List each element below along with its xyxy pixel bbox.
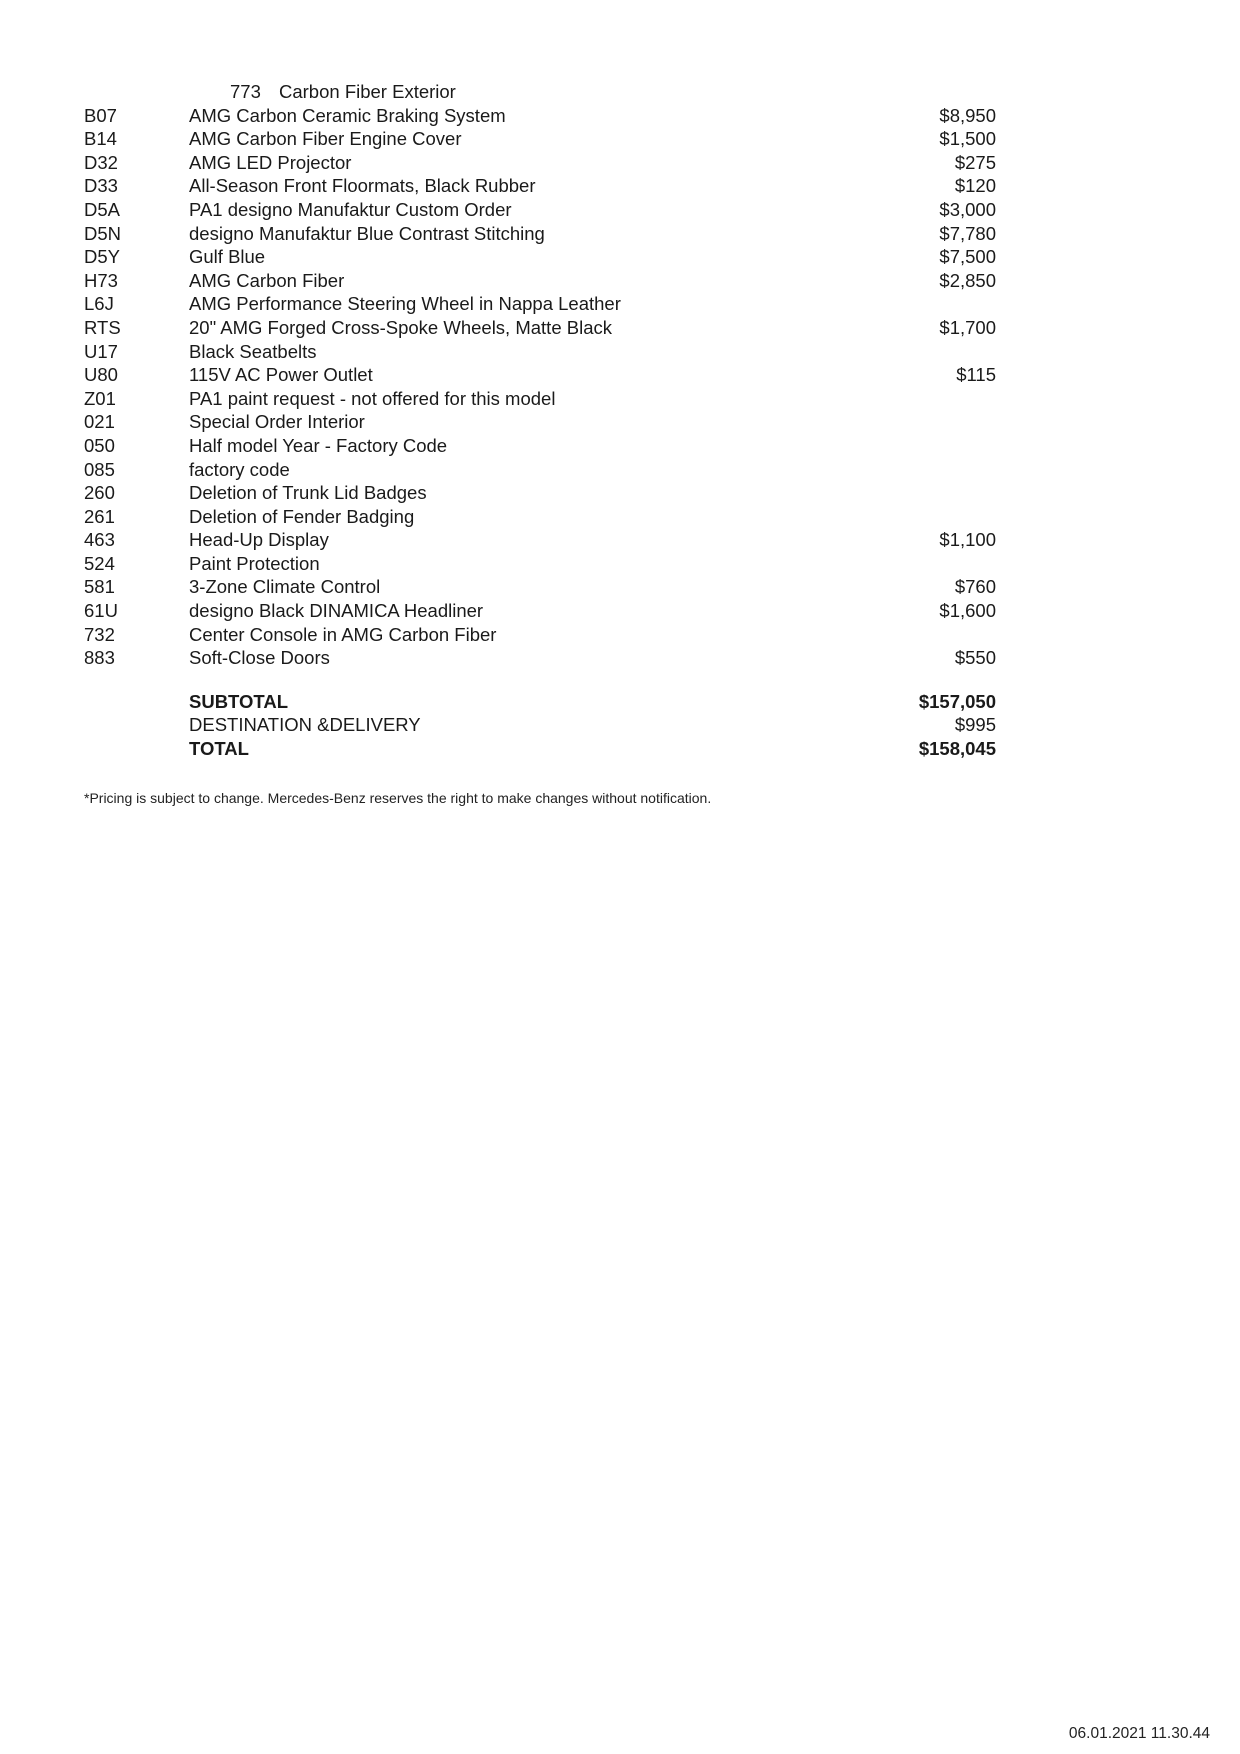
option-code: 463: [84, 529, 115, 551]
option-description: Deletion of Fender Badging: [189, 505, 415, 527]
option-price: [796, 387, 996, 411]
option-price: $550: [954, 647, 996, 669]
option-code: 021: [84, 411, 115, 433]
options-table: [84, 104, 996, 670]
carried-over-option-description: Carbon Fiber Exterior: [279, 81, 456, 102]
option-description: Deletion of Trunk Lid Badges: [189, 482, 427, 504]
option-description: 20" AMG Forged Cross-Spoke Wheels, Matte Black: [189, 316, 612, 338]
option-price: $8,950: [939, 104, 996, 126]
options-table-body: [84, 104, 996, 670]
option-code: 524: [84, 552, 115, 574]
subtotal-label: SUBTOTAL: [189, 690, 289, 712]
subtotal-row: [84, 690, 996, 714]
option-price: $1,100: [939, 529, 996, 551]
subtotal-value: $157,050: [918, 690, 996, 712]
total-value: $158,045: [918, 738, 996, 760]
destination-label: DESTINATION &DELIVERY: [189, 714, 421, 736]
total-label: TOTAL: [189, 738, 249, 760]
destination-row: [84, 713, 996, 737]
option-row: [84, 245, 996, 269]
print-timestamp: 06.01.2021 11.30.44: [1068, 1725, 1210, 1742]
option-code: D5A: [84, 198, 120, 220]
pricing-disclaimer: *Pricing is subject to change. Mercedes-Benz reserves the right to make changes without notification.: [84, 789, 712, 806]
option-description: AMG LED Projector: [189, 151, 352, 173]
option-code: L6J: [84, 293, 114, 315]
option-price: $1,700: [939, 316, 996, 338]
option-description: 3-Zone Climate Control: [189, 576, 381, 598]
option-row: [84, 127, 996, 151]
option-description: Soft-Close Doors: [189, 647, 330, 669]
option-row: [84, 481, 996, 505]
option-price: $7,780: [939, 222, 996, 244]
option-description: factory code: [189, 458, 290, 480]
option-code: 261: [84, 505, 115, 527]
option-code: H73: [84, 269, 118, 291]
option-row: [84, 174, 996, 198]
option-description: PA1 paint request - not offered for this model: [189, 387, 556, 409]
option-code: 085: [84, 458, 115, 480]
option-row: [84, 599, 996, 623]
option-code: D5Y: [84, 246, 120, 268]
option-row: [84, 316, 996, 340]
total-row: [84, 737, 996, 761]
option-code: Z01: [84, 387, 116, 409]
price-sheet: [84, 80, 996, 807]
option-price: $1,500: [939, 128, 996, 150]
destination-value: $995: [954, 714, 996, 736]
option-row: [84, 198, 996, 222]
option-description: designo Manufaktur Blue Contrast Stitching: [189, 222, 545, 244]
option-code: D33: [84, 175, 118, 197]
option-description: Special Order Interior: [189, 411, 365, 433]
option-description: Half model Year - Factory Code: [189, 434, 448, 456]
option-price: [796, 458, 996, 482]
totals-table: [84, 690, 996, 761]
option-row: [84, 528, 996, 552]
option-row: [84, 458, 996, 482]
option-description: AMG Carbon Fiber: [189, 269, 345, 291]
option-row: [84, 575, 996, 599]
option-code: B07: [84, 104, 117, 126]
option-price: $120: [954, 175, 996, 197]
option-description: All-Season Front Floormats, Black Rubber: [189, 175, 536, 197]
option-price: $760: [954, 576, 996, 598]
option-description: AMG Carbon Fiber Engine Cover: [189, 128, 462, 150]
option-row: [84, 410, 996, 434]
option-row: [84, 340, 996, 364]
option-code: 61U: [84, 600, 118, 622]
option-code: U80: [84, 364, 118, 386]
option-price: [796, 623, 996, 647]
option-price: [796, 292, 996, 316]
option-code: 581: [84, 576, 115, 598]
option-row: [84, 269, 996, 293]
option-row: [84, 292, 996, 316]
carried-over-option-code: 773: [230, 81, 261, 102]
option-description: AMG Performance Steering Wheel in Nappa Leather: [189, 293, 621, 315]
option-code: 883: [84, 647, 115, 669]
option-code: B14: [84, 128, 117, 150]
option-price: [796, 410, 996, 434]
option-description: designo Black DINAMICA Headliner: [189, 600, 484, 622]
option-price: [796, 505, 996, 529]
option-row: [84, 387, 996, 411]
option-row: [84, 623, 996, 647]
option-price: [796, 552, 996, 576]
option-price: $2,850: [939, 269, 996, 291]
option-code: U17: [84, 340, 118, 362]
option-row: [84, 104, 996, 128]
option-row: [84, 151, 996, 175]
option-row: [84, 434, 996, 458]
option-code: D32: [84, 151, 118, 173]
option-row: [84, 505, 996, 529]
option-price: $7,500: [939, 246, 996, 268]
option-price: [796, 340, 996, 364]
option-code: RTS: [84, 316, 121, 338]
option-row: [84, 552, 996, 576]
option-code: 732: [84, 623, 115, 645]
option-row: [84, 222, 996, 246]
option-price: $1,600: [939, 600, 996, 622]
carried-over-option-line: [84, 80, 996, 104]
option-code: 050: [84, 434, 115, 456]
option-description: AMG Carbon Ceramic Braking System: [189, 104, 506, 126]
option-description: Center Console in AMG Carbon Fiber: [189, 623, 497, 645]
option-row: [84, 363, 996, 387]
option-price: $275: [954, 151, 996, 173]
option-code: 260: [84, 482, 115, 504]
option-description: Head-Up Display: [189, 529, 329, 551]
option-price: [796, 481, 996, 505]
option-description: Black Seatbelts: [189, 340, 317, 362]
option-row: [84, 646, 996, 670]
option-description: Paint Protection: [189, 552, 320, 574]
option-code: D5N: [84, 222, 122, 244]
option-description: 115V AC Power Outlet: [189, 364, 373, 386]
option-price: $115: [956, 364, 996, 386]
option-description: PA1 designo Manufaktur Custom Order: [189, 198, 512, 220]
option-price: [796, 434, 996, 458]
option-price: $3,000: [939, 198, 996, 220]
option-description: Gulf Blue: [189, 246, 266, 268]
